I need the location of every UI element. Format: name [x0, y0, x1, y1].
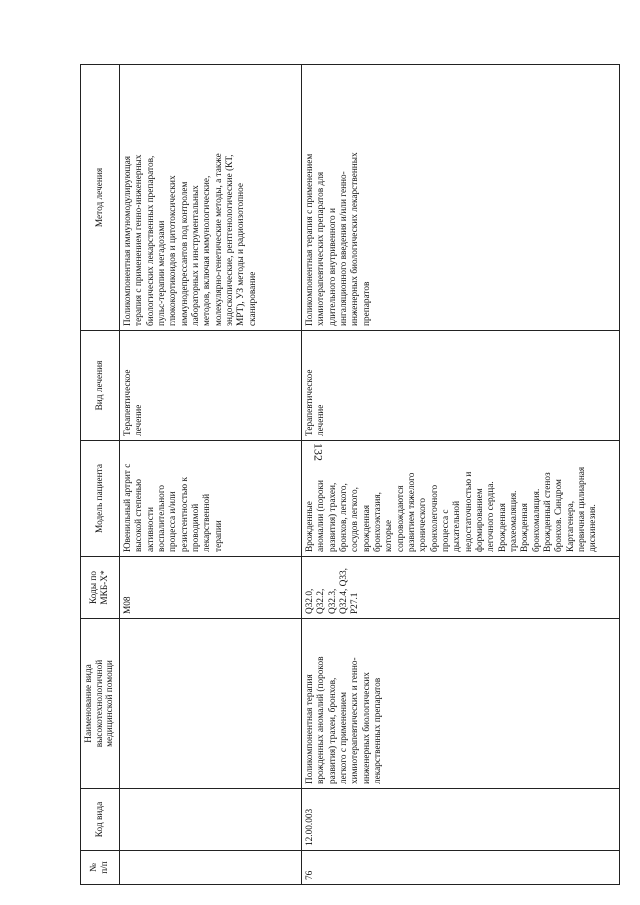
cell-treatment-type: Терапевтическое лечение: [302, 331, 620, 441]
table-row: [302, 65, 620, 885]
cell-patient-model: Врожденные аномалии (пороки развития) трахеи, бронхов, легкого, сосудов легкого, врожденная бронхоэктазия, которые сопровождаются развитием тяжелого хронического бронхолегочного процесса с дыхательной недостаточностью и формированием легочного сердца. Врожденная трахеомаляция. Врожденная бронхомаляция. Врожденный стеноз бронхов. Синдром Картагенера, первичная цилиарная дискинезия.: [302, 441, 620, 557]
rotated-page-content: [80, 65, 620, 885]
cell-treatment-method: Поликомпонентная иммуномодулирующая терапия с применением генно-инженерных биологических лекарственных препаратов, пульс-терапии мегадозами глюкокортикоидов и цитотоксических иммунодепрессантов под контролем лабораторных и инструментальных методов, включая иммунологические, молекулярно-генетические методы, а также эндоскопические, рентгенологические (КТ, МРТ), УЗ методы и радиоизотопное сканирование: [120, 65, 302, 331]
cell-number: [120, 851, 302, 885]
header-treatment-method: Метод лечения: [81, 65, 120, 331]
header-care-name: Наименование вида высокотехнологичной медицинской помощи: [81, 619, 120, 789]
header-treatment-type: Вид лечения: [81, 331, 120, 441]
header-patient-model: Модель пациента: [81, 441, 120, 557]
cell-care-name: Поликомпонентная терапия врожденных аномалий (пороков развития) трахеи, бронхов, легкого с применением химиотерапевтических и генно- инженерных биологических лекарственных препаратов: [302, 619, 620, 789]
table-header-row: [81, 65, 120, 885]
cell-code: 12.00.003: [302, 789, 620, 851]
header-mkb-codes: Коды по МКБ-Х*: [81, 557, 120, 619]
cell-treatment-type: Терапевтическое лечение: [120, 331, 302, 441]
cell-code: [120, 789, 302, 851]
header-number: № п/п: [81, 851, 120, 885]
treatment-table: [80, 64, 620, 885]
table-row: [120, 65, 302, 885]
cell-patient-model: Ювенильный артрит с высокой степенью активности воспалительного процесса и/или резистентностью к проводимой лекарственной терапии: [120, 441, 302, 557]
cell-number: 76: [302, 851, 620, 885]
cell-treatment-method: Поликомпонентная терапия с применением химиотерапевтических препаратов для длительного внутривенного и ингаляционного введения и/или генно- инженерных биологических лекарственных препаратов: [302, 65, 620, 331]
cell-mkb-codes: M08: [120, 557, 302, 619]
page-number: 132: [311, 443, 326, 461]
header-code: Код вида: [81, 789, 120, 851]
cell-care-name: [120, 619, 302, 789]
cell-mkb-codes: Q32.0, Q32.2, Q32.3, Q32.4, Q33, P27.1: [302, 557, 620, 619]
